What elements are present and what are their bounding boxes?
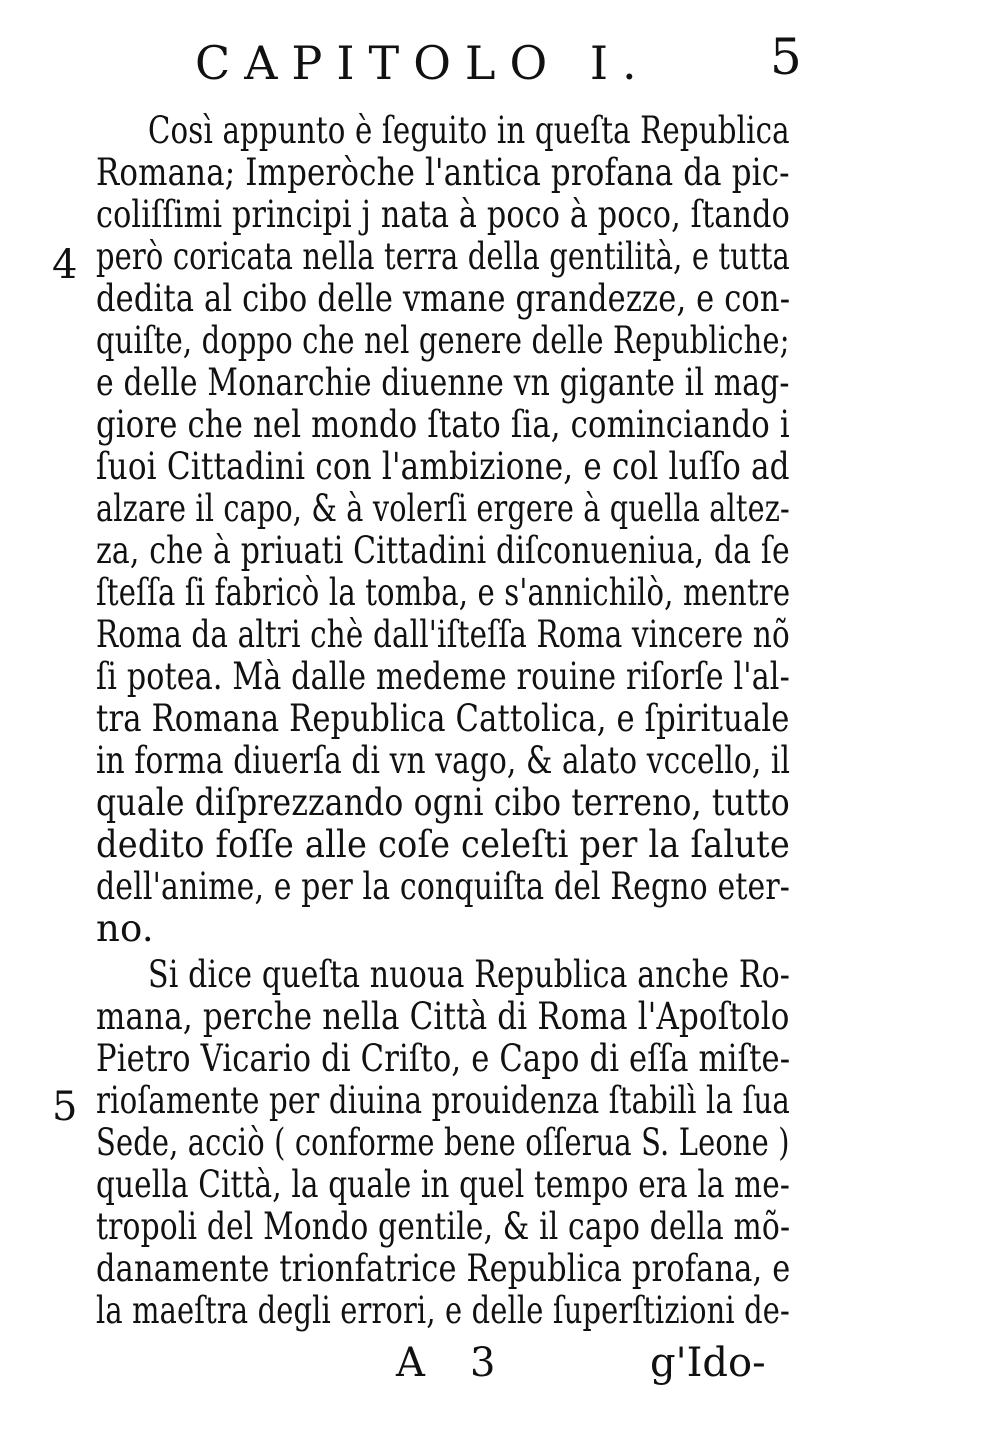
text-line: alzare il capo, & à volerſi ergere à quella altez-	[96, 487, 790, 530]
running-head: CAPITOLO I.	[195, 36, 651, 90]
text-line: ſi potea. Mà dalle medeme rouine riſorſe l'al-	[96, 655, 790, 698]
text-line: tra Romana Republica Cattolica, e ſpirituale	[96, 697, 790, 740]
text-line: Si dice queſta nuoua Republica anche Ro-	[148, 953, 791, 996]
text-line: rioſamente per diuina prouidenza ſtabilì la ſua	[96, 1079, 790, 1122]
signature-mark: A	[396, 1340, 425, 1386]
text-line: no.	[96, 907, 154, 950]
text-line: Pietro Vicario di Criſto, e Capo di eſſa miſte-	[96, 1037, 791, 1080]
text-line: quiſte, doppo che nel genere delle Republiche;	[96, 319, 790, 362]
text-line: però coricata nella terra della gentilità, e tutta	[96, 235, 790, 278]
text-line: danamente trionfatrice Republica profana, e	[96, 1247, 791, 1290]
text-line: mana, perche nella Città di Roma l'Apoſtolo	[96, 995, 790, 1038]
text-line: la maeſtra degli errori, e delle ſuperſtizioni de-	[96, 1289, 790, 1332]
text-line: giore che nel mondo ſtato ſia, cominciando i	[96, 403, 790, 446]
text-line: in forma diuerſa di vn vago, & alato vccello, il	[96, 739, 791, 782]
page-number: 5	[770, 28, 802, 86]
text-line: coliſſimi principi j nata à poco à poco, ſtando	[96, 193, 790, 236]
text-line: dedita al cibo delle vmane grandezze, e con-	[96, 277, 791, 320]
text-line: Così appunto è ſeguito in queſta Republica	[148, 109, 790, 152]
text-line: quella Città, la quale in quel tempo era la me-	[96, 1163, 791, 1206]
text-line: dell'anime, e per la conquiſta del Regno eter-	[96, 865, 791, 908]
margin-note-number: 5	[52, 1084, 78, 1130]
text-line: dedito foſſe alle coſe celeſti per la ſalute	[96, 823, 790, 866]
text-line: za, che à priuati Cittadini diſconueniua, da ſe	[96, 529, 790, 572]
catchword: g'Ido-	[650, 1340, 766, 1386]
text-line: e delle Monarchie diuenne vn gigante il mag-	[96, 361, 790, 404]
margin-note-number: 4	[52, 242, 78, 288]
signature-number: 3	[470, 1340, 496, 1386]
text-line: Romana; Imperòche l'antica profana da pic-	[96, 151, 790, 194]
text-line: ſteſſa ſi fabricò la tomba, e s'annichilò, mentre	[96, 571, 791, 614]
text-line: Sede, acciò ( conforme bene oſſerua S. Leone )	[96, 1121, 790, 1164]
text-line: Roma da altri chè dall'iſteſſa Roma vincere nõ	[96, 613, 790, 656]
text-line: tropoli del Mondo gentile, & il capo della mõ-	[96, 1205, 791, 1248]
text-line: ſuoi Cittadini con l'ambizione, e col luſſo ad	[96, 445, 790, 488]
text-line: quale diſprezzando ogni cibo terreno, tutto	[96, 781, 790, 824]
